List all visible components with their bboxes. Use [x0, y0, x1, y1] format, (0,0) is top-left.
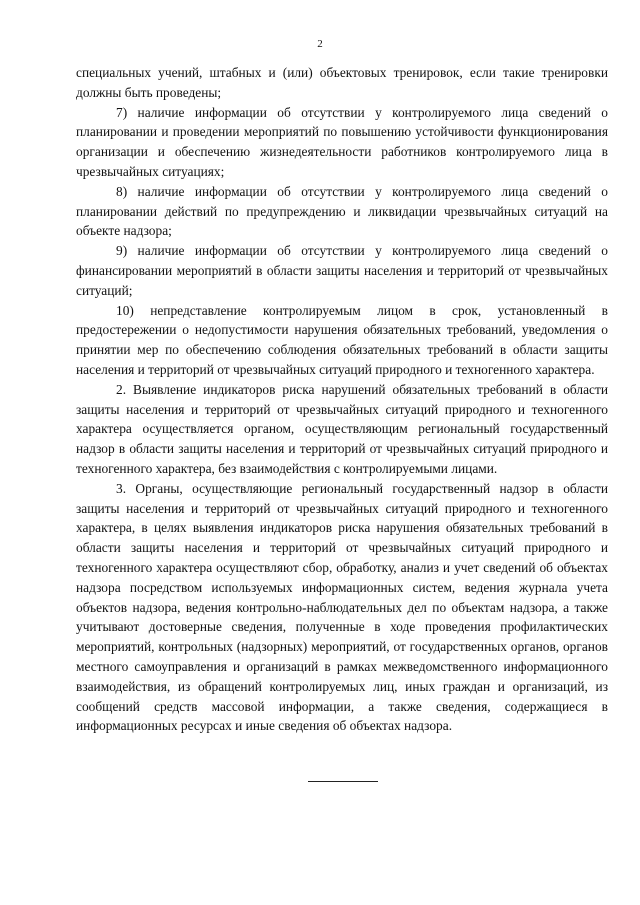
end-separator-line: [308, 781, 378, 782]
paragraph-section-2: 2. Выявление индикаторов риска нарушений обязательных требований в области защиты населения и территорий от чрезвычайных ситуаций природного и техногенного характера осуществляется органом, осуществляющим региональный государственный надзор в области защиты населения и территорий от чрезвычайных ситуаций природного и техногенного характера, без взаимодействия с контролируемыми лицами.: [76, 381, 608, 476]
paragraph-item-8: 8) наличие информации об отсутствии у контролируемого лица сведений о планировании действий по предупреждению и ликвидации чрезвычайных ситуаций на объекте надзора;: [76, 183, 608, 239]
paragraph-continuation: специальных учений, штабных и (или) объектовых тренировок, если такие тренировки должны быть проведены;: [76, 65, 608, 100]
paragraph-item-9: 9) наличие информации об отсутствии у контролируемого лица сведений о финансировании мероприятий в области защиты населения и территорий от чрезвычайных ситуаций;: [76, 243, 608, 298]
paragraph-item-7: 7) наличие информации об отсутствии у контролируемого лица сведений о планировании и проведении мероприятий по повышению устойчивости функционирования организации и обеспечению жизнедеятельности работников контролируемого лица в чрезвычайных ситуациях;: [76, 104, 608, 179]
paragraph-item-10: 10) непредставление контролируемым лицом в срок, установленный в предостережении о недопустимости нарушения обязательных требований, уведомления о принятии мер по обеспечению соблюдения обязательных требований в области защиты населения и территорий от чрезвычайных ситуаций природного и техногенного характера.: [76, 302, 608, 377]
document-body: [76, 63, 608, 736]
paragraph-section-3: 3. Органы, осуществляющие региональный государственный надзор в области защиты населения и территорий от чрезвычайных ситуаций природного и техногенного характера, в целях выявления индикаторов риска нарушения обязательных требований в области защиты населения и территорий от чрезвычайных ситуаций природного и техногенного характера осуществляют сбор, обработку, анализ и учет сведений об объектах надзора посредством используемых информационных систем, ведения журнала учета объектов надзора, ведения контрольно-наблюдательных дел по объектам надзора, а также учитывают достоверные сведения, полученные в ходе проведения профилактических мероприятий, контрольных (надзорных) мероприятий, от государственных органов, органов местного самоуправления и организаций в рамках межведомственного информационного взаимодействия, из обращений контролируемых лиц, иных граждан и организаций, из сообщений средств массовой информации, а также сведения, содержащиеся в информационных ресурсах и иные сведения об объектах надзора.: [76, 480, 608, 734]
page-number: 2: [317, 38, 323, 50]
